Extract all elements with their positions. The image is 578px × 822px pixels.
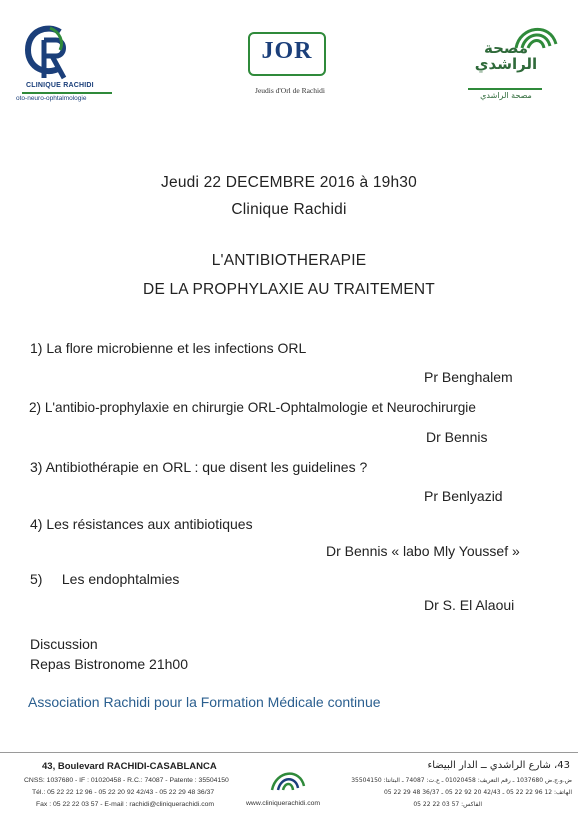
event-venue: Clinique Rachidi — [231, 201, 347, 218]
jor-logo — [240, 30, 340, 110]
association-name: Association Rachidi pour la Formation Médicale continue — [28, 694, 381, 710]
footer-arabic-ids: ض.و.ج.ض 1037680 ـ رقم التعريف: 01020458 ـ ع.ت: 74087 ـ البتانتا: 35504150 — [351, 777, 572, 784]
program-topic-4: 4) Les résistances aux antibiotiques — [30, 516, 253, 532]
footer-address: 43, Boulevard RACHIDI-CASABLANCA — [42, 761, 217, 772]
program-topic-5: 5) Les endophtalmies — [30, 571, 180, 587]
clinic-specialty: oto-neuro-ophtalmologie — [16, 95, 87, 102]
footer-arabic-fax: الفاكس: 57 03 22 22 05 — [413, 801, 482, 808]
arabic-clinic-logo — [466, 18, 566, 108]
program-topic-1: 1) La flore microbienne et les infections ORL — [30, 340, 307, 356]
dinner-label: Repas Bistronome 21h00 — [30, 656, 188, 672]
footer-ids: CNSS: 1037680 - IF : 01020458 - R.C.: 74087 - Patente : 35504150 — [24, 777, 229, 784]
footer-fax-email: Fax : 05 22 22 03 57 - E-mail : rachidi@cliniquerachidi.com — [36, 801, 215, 808]
jor-frame — [248, 32, 326, 76]
program-speaker-5: Dr S. El Alaoui — [424, 597, 515, 613]
footer-arabic-phone: الهاتف: 12 96 22 22 05 ـ 42/43 20 92 22 05 ـ 36/37 48 29 22 05 — [383, 789, 572, 796]
event-title-line2: DE LA PROPHYLAXIE AU TRAITEMENT — [143, 281, 435, 298]
swirl-icon — [268, 764, 308, 796]
program-topic-3: 3) Antibiothérapie en ORL : que disent les guidelines ? — [30, 459, 368, 475]
footer-website: www.cliniquerachidi.com — [246, 800, 321, 807]
arabic-clinic-subtitle: مصحة الراشدي — [480, 91, 532, 100]
footer-swirl-logo — [268, 764, 308, 801]
logo-divider — [22, 92, 112, 94]
cr-monogram-icon — [20, 22, 80, 82]
event-date: Jeudi 22 DECEMBRE 2016 à 19h30 — [161, 174, 417, 191]
jor-subtitle: Jeudis d'Orl de Rachidi — [255, 86, 325, 95]
program-speaker-4: Dr Bennis « labo Mly Youssef » — [326, 543, 520, 559]
program-speaker-1: Pr Benghalem — [424, 369, 513, 385]
footer-arabic-address: 43، شارع الراشدي ــ الدار البيضاء — [427, 760, 570, 771]
arabic-clinic-name: مصحة الراشدي — [474, 39, 538, 73]
footer-phone: Tél.: 05 22 22 12 96 - 05 22 20 92 42/43 - 05 22 29 48 36/37 — [32, 789, 215, 796]
program-speaker-3: Pr Benlyazid — [424, 488, 503, 504]
jor-acronym: JOR — [261, 38, 313, 64]
clinic-name: CLINIQUE RACHIDI — [26, 82, 94, 89]
event-title-line1: L'ANTIBIOTHERAPIE — [211, 252, 367, 269]
discussion-label: Discussion — [30, 636, 98, 652]
logo-divider-right — [468, 88, 542, 90]
program-speaker-2: Dr Bennis — [426, 429, 488, 445]
footer-divider — [0, 752, 578, 753]
clinique-rachidi-logo — [14, 22, 114, 112]
program-topic-2: 2) L'antibio-prophylaxie en chirurgie ORL-Ophtalmologie et Neurochirurgie — [29, 400, 476, 415]
